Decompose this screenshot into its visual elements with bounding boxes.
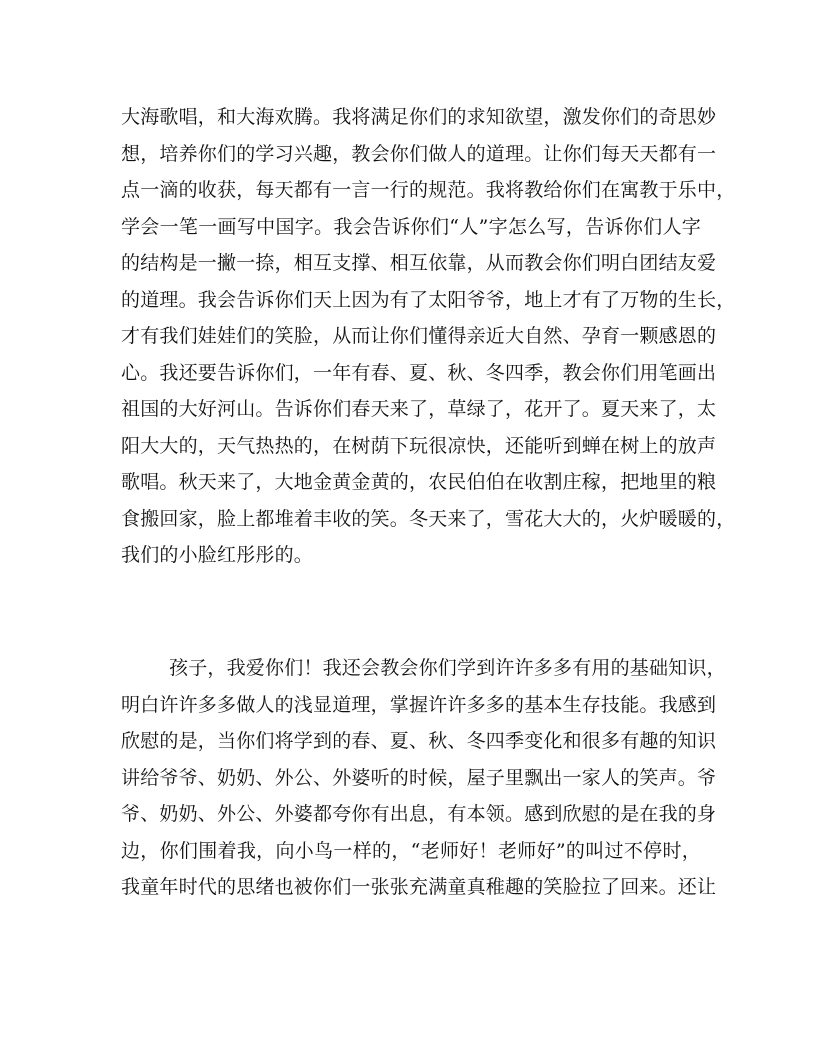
paragraph-line: 阳大大的，天气热热的，在树荫下玩很凉快，还能听到蝉在树上的放声 xyxy=(121,434,717,457)
paragraph-line: 我童年时代的思绪也被你们一张张充满童真稚趣的笑脸拉了回来。还让 xyxy=(121,876,717,898)
paragraph-2 xyxy=(121,650,726,906)
paragraph-1 xyxy=(121,99,736,574)
paragraph-line: 食搬回家，脸上都堆着丰收的笑。冬天来了，雪花大大的，火炉暖暖的， xyxy=(121,507,736,530)
paragraph-line: 心。我还要告诉你们，一年有春、夏、秋、冬四季，教会你们用笔画出 xyxy=(121,361,717,384)
paragraph-line: 我们的小脸红彤彤的。 xyxy=(121,544,314,566)
paragraph-line: 想，培养你们的学习兴趣，教会你们做人的道理。让你们每天天都有一 xyxy=(121,142,717,165)
paragraph-line: 边，你们围着我，向小鸟一样的，“老师好！老师好”的叫过不停时， xyxy=(121,839,701,862)
paragraph-line: 学会一笔一画写中国字。我会告诉你们“人”字怎么写，告诉你们人字 xyxy=(121,215,701,238)
paragraph-line: 的结构是一撇一捺，相互支撑、相互依靠，从而教会你们明白团结友爱 xyxy=(121,252,717,274)
paragraph-line: 祖国的大好河山。告诉你们春天来了，草绿了，花开了。夏天来了，太 xyxy=(121,398,717,420)
paragraph-line: 歌唱。秋天来了，大地金黄金黄的，农民伯伯在收割庄稼，把地里的粮 xyxy=(121,471,717,493)
paragraph-line: 爷、奶奶、外公、外婆都夸你有出息，有本领。感到欣慰的是在我的身 xyxy=(121,803,717,825)
paragraph-line: 孩子，我爱你们！我还会教会你们学到许许多多有用的基础知识， xyxy=(169,657,726,679)
paragraph-line: 大海歌唱，和大海欢腾。我将满足你们的求知欲望，激发你们的奇思妙 xyxy=(121,106,717,128)
paragraph-line: 明白许许多多做人的浅显道理，掌握许许多多的基本生存技能。我感到 xyxy=(121,693,717,716)
paragraph-line: 讲给爷爷、奶奶、外公、外婆听的时候，屋子里飘出一家人的笑声。爷 xyxy=(121,766,717,789)
paragraph-line: 点一滴的收获，每天都有一言一行的规范。我将教给你们在寓教于乐中， xyxy=(121,179,736,201)
paragraph-line: 才有我们娃娃们的笑脸，从而让你们懂得亲近大自然、孕育一颗感恩的 xyxy=(121,325,717,347)
paragraph-line: 的道理。我会告诉你们天上因为有了太阳爷爷，地上才有了万物的生长， xyxy=(121,288,736,311)
paragraph-line: 欣慰的是，当你们将学到的春、夏、秋、冬四季变化和很多有趣的知识 xyxy=(121,730,717,752)
